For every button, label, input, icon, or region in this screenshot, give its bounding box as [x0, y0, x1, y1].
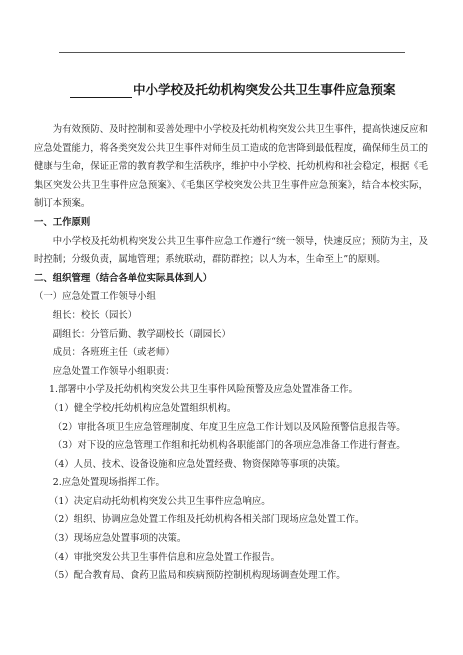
deputy-line: 副组长：分管后勤、教学副校长（副园长） — [52, 328, 231, 340]
duty-item-1-4: （4）人员、技术、设备设施和应急处置经费、物资保障等事项的决策。 — [49, 458, 346, 470]
leader-line: 组长：校长（园长） — [52, 309, 138, 321]
header-rule — [59, 52, 405, 53]
intro-paragraph: 为有效预防、及时控制和妥善处理中小学校及托幼机构突发公共卫生事件，提高快速反应和应急处置能力，将各类突发公共卫生事件对师生员工造成的危害降到最低程度，确保师生员工的健康与生命，保证正常的教育教学和生活秩序，维护中小学校、托幼机构和社会稳定，根据《毛集区突发公共卫生事件应急预案》、《毛集区学校突发公共卫生事件应急预案》，结合本校实际，制订本预案。 — [34, 124, 428, 210]
duty-item-2-1: （1）决定启动托幼机构突发公共卫生事件应急响应。 — [49, 495, 271, 507]
duty-item-2-5: （5）配合教育局、食药卫监局和疾病预防控制机构现场调查处理工作。 — [49, 570, 346, 582]
principle-paragraph: 中小学校及托幼机构突发公共卫生事件应急工作遵行“统一领导，快速反应；预防为主，及时控制；分级负责，属地管理；系统联动，群防群控；以人为本，生命至上”的原则。 — [34, 235, 428, 266]
section-heading-principles: 一、工作原则 — [34, 216, 91, 228]
duty-item-2-4: （4）审批突发公共卫生事件信息和应急处置工作报告。 — [49, 551, 280, 563]
duty-item-2-3: （3）现场应急处置事项的决策。 — [49, 533, 187, 545]
duty-item-1-3: （3）对下设的应急管理工作组和托幼机构各职能部门的各项应急准备工作进行督查。 — [52, 440, 406, 452]
title-row — [70, 82, 400, 98]
duty-item-1: 1.部署中小学及托幼机构突发公共卫生事件风险预警及应急处置准备工作。 — [49, 384, 358, 396]
duty-item-2-2: （2）组织、协调应急处置工作组及托幼机构各相关部门现场应急处置工作。 — [49, 514, 365, 526]
members-line: 成员：各班班主任（或老师） — [52, 347, 175, 359]
duty-item-2: 2.应急处置现场指挥工作。 — [52, 477, 165, 489]
document-body — [34, 121, 428, 586]
title-blank-line — [70, 83, 132, 98]
duty-item-1-1: （1）健全学校/托幼机构应急处置组织机构。 — [49, 402, 237, 414]
document-title: 中小学校及托幼机构突发公共卫生事件应急预案 — [133, 82, 396, 97]
section-heading-organization: 二、组织管理（结合各单位实际具体到人） — [34, 272, 213, 284]
group-title: （一）应急处置工作领导小组 — [34, 291, 156, 303]
duties-title: 应急处置工作领导小组职责： — [52, 365, 175, 377]
duty-item-1-2: （2）审批各项卫生应急管理制度、年度卫生应急工作计划以及风险预警信息报告等。 — [52, 421, 406, 433]
